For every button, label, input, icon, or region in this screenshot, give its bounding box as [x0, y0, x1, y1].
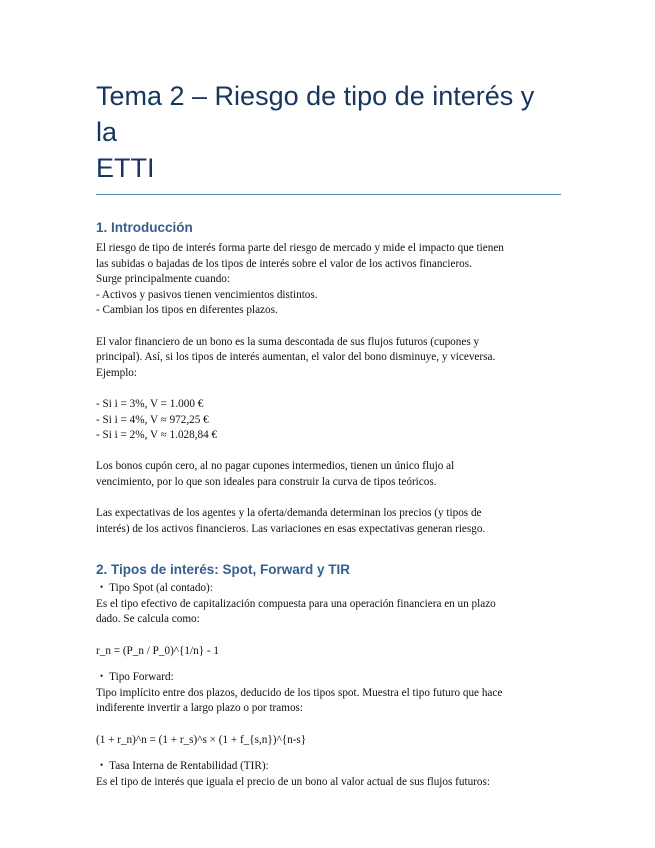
- forward-label: • Tipo Forward:: [96, 670, 560, 686]
- section-heading-tipos-de-interes: 2. Tipos de interés: Spot, Forward y TIR: [96, 562, 351, 578]
- tir-description: Es el tipo de interés que iguala el precio de un bono al valor actual de sus flujos futuros:: [96, 775, 490, 788]
- title-divider: [96, 194, 561, 195]
- document-title: Tema 2 – Riesgo de tipo de interés y la ETTI: [96, 81, 535, 183]
- zero-coupon-paragraph: Los bonos cupón cero, al no pagar cupones intermedios, tienen un único flujo al vencimiento, por lo que son ideales para construir la curva de tipos teóricos.: [96, 460, 455, 488]
- spot-formula: r_n = (P_n / P_0)^{1/n} - 1: [96, 644, 219, 657]
- bond-value-paragraph: El valor financiero de un bono es la suma descontada de sus flujos futuros (cupones y principal). Así, si los tipos de interés aumentan, el valor del bono disminuye, y viceversa. Ejemplo:: [96, 335, 496, 379]
- intro-paragraph: El riesgo de tipo de interés forma parte del riesgo de mercado y mide el impacto que tienen las subidas o bajadas de los tipos de interés sobre el valor de los activos financieros. Surge principalmente cuando: - Activos y pasivos tienen vencimientos distintos. - Cambian los tipos en diferentes plazos.: [96, 242, 504, 317]
- tir-label: • Tasa Interna de Rentabilidad (TIR):: [96, 759, 560, 775]
- forward-description: Tipo implícito entre dos plazos, deducido de los tipos spot. Muestra el tipo futuro que hace indiferente invertir a largo plazo o por tramos:: [96, 686, 503, 715]
- spot-label: • Tipo Spot (al contado):: [96, 581, 560, 597]
- forward-formula: (1 + r_n)^n = (1 + r_s)^s × (1 + f_{s,n})^{n-s}: [96, 733, 307, 746]
- spot-description: Es el tipo efectivo de capitalización compuesta para una operación financiera en un plazo dado. Se calcula como:: [96, 597, 496, 626]
- examples-list: - Si i = 3%, V = 1.000 € - Si i = 4%, V ≈ 972,25 € - Si i = 2%, V ≈ 1.028,84 €: [96, 397, 218, 442]
- section-heading-introduccion: 1. Introducción: [96, 220, 193, 235]
- expectations-paragraph: Las expectativas de los agentes y la oferta/demanda determinan los precios (y tipos de interés) de los activos financieros. Las variaciones en esas expectativas generan riesgo.: [96, 507, 486, 535]
